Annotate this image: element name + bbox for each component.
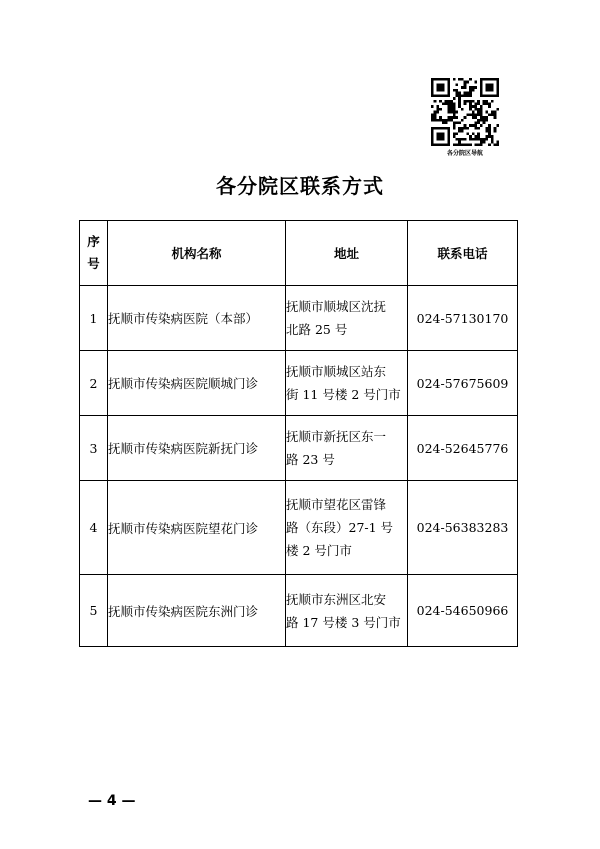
address-line: 抚顺市新抚区东一 [286, 429, 387, 444]
page-number: — 4 — [88, 793, 136, 809]
header-no-char1: 序 [87, 234, 100, 249]
address-line: 抚顺市东洲区北安 [286, 591, 387, 607]
header-no-char2: 号 [87, 256, 100, 271]
table-row [80, 481, 518, 575]
qr-code-block [430, 78, 500, 157]
cell-name: 抚顺市传染病医院东洲门诊 [108, 575, 286, 647]
address-line: 抚顺市顺城区沈抚 [286, 299, 387, 314]
address-line: 街 11 号楼 2 号门市 [286, 387, 401, 402]
cell-phone: 024-57675609 [408, 351, 518, 416]
cell-name: 抚顺市传染病医院新抚门诊 [108, 416, 286, 481]
address-line: 路 23 号 [286, 452, 335, 467]
cell-address [286, 575, 408, 647]
header-address: 地址 [286, 221, 408, 286]
cell-address [286, 351, 408, 416]
address-line: 路 17 号楼 3 号门市 [286, 614, 401, 630]
cell-phone: 024-56383283 [408, 481, 518, 575]
qr-caption: 各分院区导航 [446, 150, 483, 157]
cell-no: 2 [80, 351, 108, 416]
cell-address [286, 416, 408, 481]
cell-phone: 024-57130170 [408, 286, 518, 351]
cell-no: 3 [80, 416, 108, 481]
address-line: 北路 25 号 [286, 322, 348, 337]
cell-phone: 024-54650966 [408, 575, 518, 647]
contacts-table [79, 220, 518, 647]
cell-name: 抚顺市传染病医院顺城门诊 [108, 351, 286, 416]
address-line: 路（东段）27-1 号 [286, 520, 394, 535]
qr-code-icon[interactable] [431, 78, 499, 146]
cell-name: 抚顺市传染病医院望花门诊 [108, 481, 286, 575]
cell-no: 5 [80, 575, 108, 647]
table-row [80, 286, 518, 351]
address-line: 抚顺市顺城区站东 [286, 364, 387, 379]
cell-address [286, 481, 408, 575]
cell-no: 4 [80, 481, 108, 575]
table-header-row [80, 221, 518, 286]
table-row [80, 351, 518, 416]
header-name: 机构名称 [108, 221, 286, 286]
cell-address [286, 286, 408, 351]
table-row [80, 575, 518, 647]
address-line: 楼 2 号门市 [286, 543, 352, 558]
address-line: 抚顺市望花区雷锋 [286, 497, 387, 512]
page-title: 各分院区联系方式 [216, 174, 384, 198]
cell-phone: 024-52645776 [408, 416, 518, 481]
header-no [80, 221, 108, 286]
table-row [80, 416, 518, 481]
cell-no: 1 [80, 286, 108, 351]
header-phone: 联系电话 [408, 221, 518, 286]
cell-name: 抚顺市传染病医院（本部） [108, 286, 286, 351]
